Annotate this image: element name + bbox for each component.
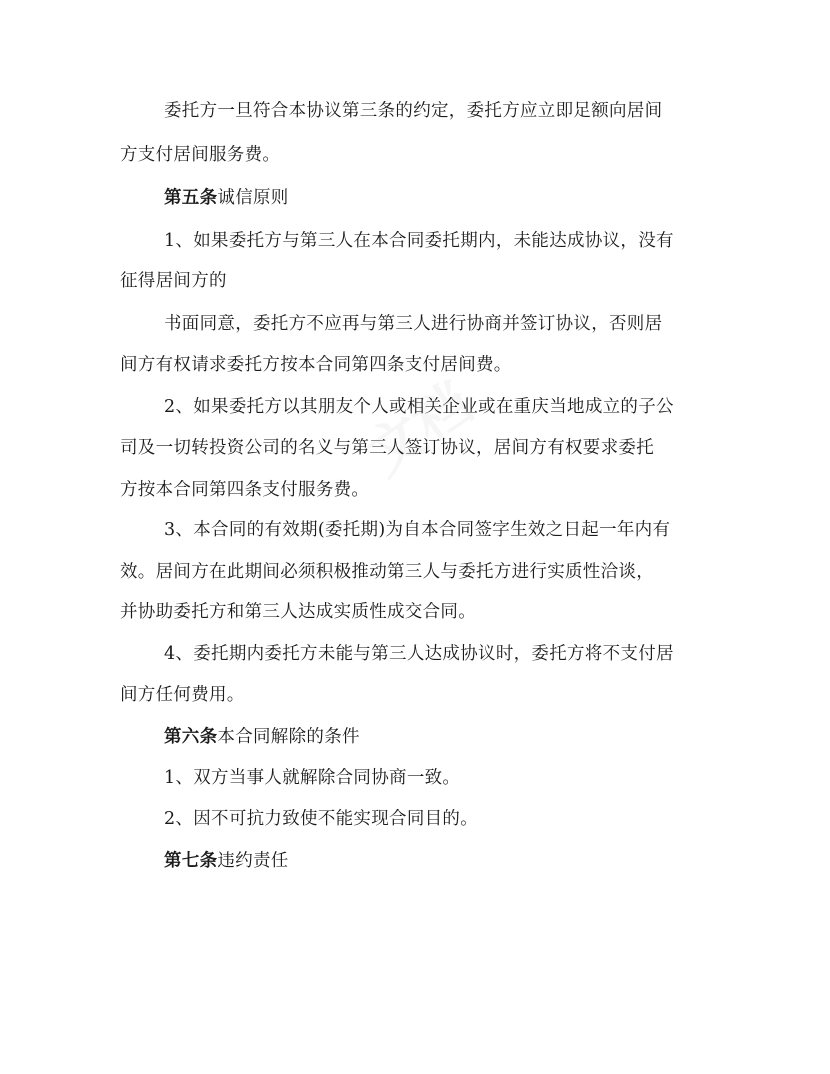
article-5-label: 第五条 xyxy=(164,188,218,208)
paragraph-line: 4、委托期内委托方未能与第三人达成协议时，委托方将不支付居 xyxy=(164,644,674,664)
paragraph-line: 书面同意，委托方不应再与第三人进行协商并签订协议，否则居 xyxy=(164,314,663,334)
article-5-title: 诚信原则 xyxy=(217,188,289,208)
paragraph-line: 委托方一旦符合本协议第三条的约定，委托方应立即足额向居间 xyxy=(164,101,663,121)
article-7-heading xyxy=(164,849,289,873)
article-6-title: 本合同解除的条件 xyxy=(217,727,360,747)
paragraph-line: 征得居间方的 xyxy=(120,271,227,291)
paragraph-line: 1、如果委托方与第三人在本合同委托期内，未能达成协议，没有 xyxy=(164,231,674,251)
article-7-title: 违约责任 xyxy=(217,851,289,871)
article-6-heading xyxy=(164,725,360,749)
paragraph-line: 间方任何费用。 xyxy=(120,685,245,705)
paragraph-line: 2、因不可抗力致使不能实现合同目的。 xyxy=(164,809,479,829)
article-6-label: 第六条 xyxy=(164,727,218,747)
paragraph-line: 间方有权请求委托方按本合同第四条支付居间费。 xyxy=(120,355,512,375)
paragraph-line: 3、本合同的有效期(委托期)为自本合同签字生效之日起一年内有 xyxy=(164,520,671,540)
paragraph-line: 效。居间方在此期间必须积极推动第三人与委托方进行实质性洽谈， xyxy=(120,562,654,582)
paragraph-line: 1、双方当事人就解除合同协商一致。 xyxy=(164,768,461,788)
paragraph-line: 方支付居间服务费。 xyxy=(120,145,281,165)
watermark: 文档 xyxy=(355,370,485,489)
paragraph-line: 司及一切转投资公司的名义与第三人签订协议，居间方有权要求委托 xyxy=(120,438,654,458)
article-5-heading xyxy=(164,186,289,210)
paragraph-line: 2、如果委托方以其朋友个人或相关企业或在重庆当地成立的子公 xyxy=(164,397,674,417)
article-7-label: 第七条 xyxy=(164,851,218,871)
paragraph-line: 并协助委托方和第三人达成实质性成交合同。 xyxy=(120,602,476,622)
paragraph-line: 方按本合同第四条支付服务费。 xyxy=(120,480,370,500)
